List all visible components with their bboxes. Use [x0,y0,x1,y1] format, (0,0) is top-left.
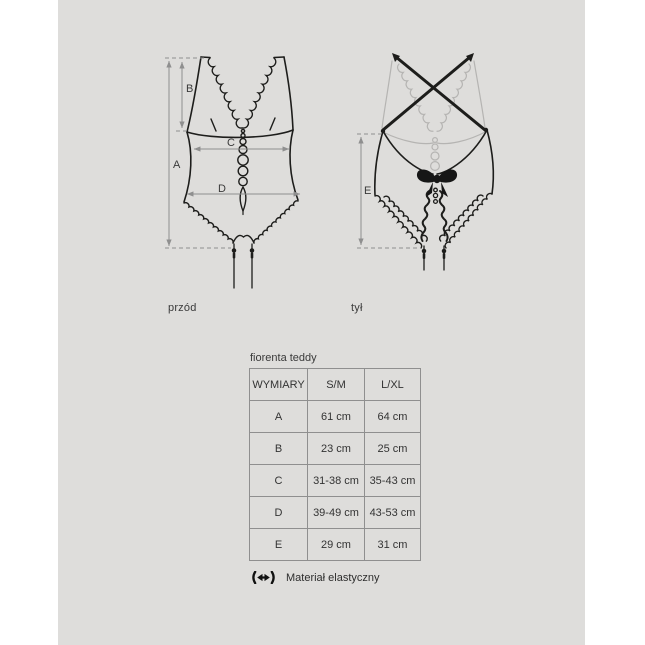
back-view-drawing [375,53,494,270]
size-cell: 61 cm [308,401,365,433]
front-view-drawing [184,57,298,288]
dimension-label-d: D [218,183,226,195]
size-table-title: fiorenta teddy [250,352,317,364]
gray-panel [58,0,585,645]
dimension-label-a: A [173,159,181,171]
footnote-text: Materiał elastyczny [286,571,380,584]
elastic-stretch-icon [250,571,277,584]
dimension-cell: D [250,497,308,529]
size-cell: 31-38 cm [308,465,365,497]
dimension-cell: E [250,529,308,561]
column-header-dimensions: WYMIARY [250,369,308,401]
table-row [250,529,421,561]
column-header-sm: S/M [308,369,365,401]
back-cross-straps [383,57,485,130]
size-cell: 23 cm [308,433,365,465]
size-cell: 39-49 cm [308,497,365,529]
table-row [250,433,421,465]
material-footnote [250,571,421,584]
dimension-cell: A [250,401,308,433]
back-opening-outline [375,130,494,195]
back-view-label: tył [351,302,363,314]
table-row [250,401,421,433]
size-cell: 35-43 cm [365,465,421,497]
size-cell: 29 cm [308,529,365,561]
back-garter-straps [422,246,445,270]
front-lace-neckline [208,58,275,128]
dimension-label-b: B [186,83,194,95]
dimension-label-c: C [227,137,235,149]
dimension-cell: C [250,465,308,497]
size-table [249,368,421,561]
table-row [250,497,421,529]
front-garment-outline [184,57,298,202]
table-row [250,465,421,497]
column-header-lxl: L/XL [365,369,421,401]
dimension-cell: B [250,433,308,465]
size-cell: 64 cm [365,401,421,433]
size-cell: 25 cm [365,433,421,465]
front-button-loops [238,129,248,214]
size-cell: 43-53 cm [365,497,421,529]
garment-diagrams [58,0,585,330]
dimension-label-e: E [364,185,372,197]
table-header-row [250,369,421,401]
size-cell: 31 cm [365,529,421,561]
front-garter-straps [232,244,253,288]
front-view-label: przód [168,302,197,314]
size-table-block [249,352,421,584]
